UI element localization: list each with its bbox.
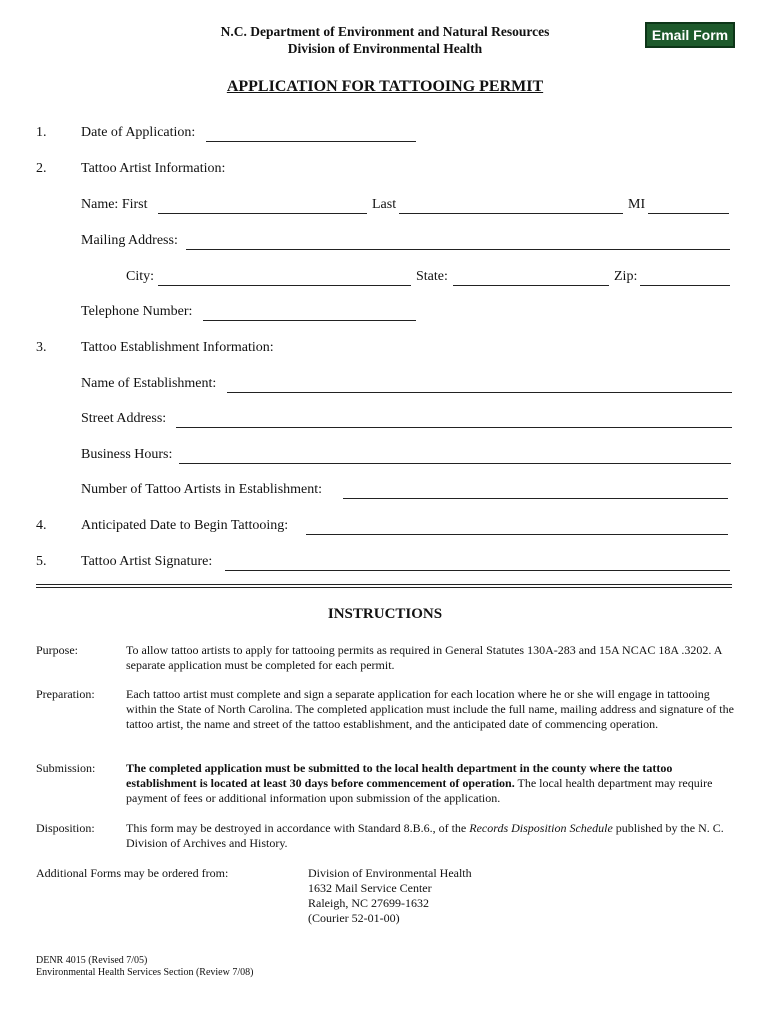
address-line-3: Raleigh, NC 27699-1632 [308,896,429,910]
department-name: N.C. Department of Environment and Natural Resources [220,24,550,39]
purpose-label: Purpose: [36,643,78,657]
address-line-2: 1632 Mail Service Center [308,881,432,895]
middle-initial-field[interactable] [648,199,729,214]
date-of-application-field[interactable] [206,127,416,142]
middle-initial-label: MI [628,197,646,212]
instructions-title: INSTRUCTIONS [327,606,443,622]
business-hours-label: Business Hours: [81,447,173,462]
signature-field[interactable] [225,556,730,571]
disposition-text: This form may be destroyed in accordance with Standard 8.B.6., of the Records Disposition Schedule published by the N. C. Division of Archives and History. [126,821,724,850]
preparation-label: Preparation: [36,687,95,701]
business-hours-field[interactable] [179,449,731,464]
records-schedule-title: Records Disposition Schedule [469,821,613,835]
state-field[interactable] [453,271,609,286]
first-name-field[interactable] [158,199,367,214]
item-number-2: 2. [36,161,47,176]
first-name-label: Name: First [81,197,148,212]
number-of-artists-label: Number of Tattoo Artists in Establishment: [81,482,323,497]
item-number-1: 1. [36,125,47,140]
mailing-address-label: Mailing Address: [81,233,178,248]
mailing-address-field[interactable] [186,235,730,250]
email-form-button[interactable]: Email Form [645,22,735,48]
address-line-4: (Courier 52-01-00) [308,911,400,925]
submission-plain-text: The local health department may require payment of fees or additional information upon submission of the application. [126,776,713,805]
review-note: Environmental Health Services Section (Review 7/08) [36,967,254,978]
establishment-name-field[interactable] [227,378,732,393]
preparation-text: Each tattoo artist must complete and sign a separate application for each location where he or she will engage in tattooing within the State of North Carolina. The completed application must include the full name, mailing address and signature of the tattoo artist, the name and street of the tattoo establishment, and the anticipated date of commencing operation. [126,687,734,731]
number-of-artists-field[interactable] [343,484,728,499]
form-title: APPLICATION FOR TATTOOING PERMIT [226,78,544,95]
last-name-label: Last [372,197,397,212]
additional-forms-label: Additional Forms may be ordered from: [36,866,229,880]
zip-field[interactable] [640,271,730,286]
divider-top [36,584,732,585]
ordering-address [308,866,472,926]
establishment-name-label: Name of Establishment: [81,376,217,391]
city-field[interactable] [158,271,411,286]
form-number: DENR 4015 (Revised 7/05) [36,955,148,966]
state-label: State: [416,269,448,284]
last-name-field[interactable] [399,199,623,214]
telephone-field[interactable] [203,306,416,321]
item-number-5: 5. [36,554,47,569]
zip-label: Zip: [614,269,638,284]
begin-date-field[interactable] [306,520,728,535]
submission-label: Submission: [36,761,96,775]
submission-text [126,761,738,806]
disposition-label: Disposition: [36,821,95,835]
signature-label: Tattoo Artist Signature: [81,554,213,569]
begin-date-label: Anticipated Date to Begin Tattooing: [81,518,289,533]
divider-bottom [36,587,732,588]
telephone-label: Telephone Number: [81,304,193,319]
division-name: Division of Environmental Health [287,41,483,56]
purpose-text: To allow tattoo artists to apply for tattooing permits as required in General Statutes 130A-283 and 15A NCAC 18A .3202. A separate application must be completed for each permit. [126,643,722,672]
submission-bold-text: The completed application must be submitted to the local health department in the county where the tattoo establishment is located at least 30 days before commencement of operation. [126,761,673,790]
address-line-1: Division of Environmental Health [308,866,472,880]
item-number-3: 3. [36,340,47,355]
street-address-label: Street Address: [81,411,167,426]
street-address-field[interactable] [176,413,732,428]
date-of-application-label: Date of Application: [81,125,196,140]
establishment-info-label: Tattoo Establishment Information: [81,340,274,355]
item-number-4: 4. [36,518,47,533]
tattoo-artist-info-label: Tattoo Artist Information: [81,161,226,176]
city-label: City: [126,269,155,284]
